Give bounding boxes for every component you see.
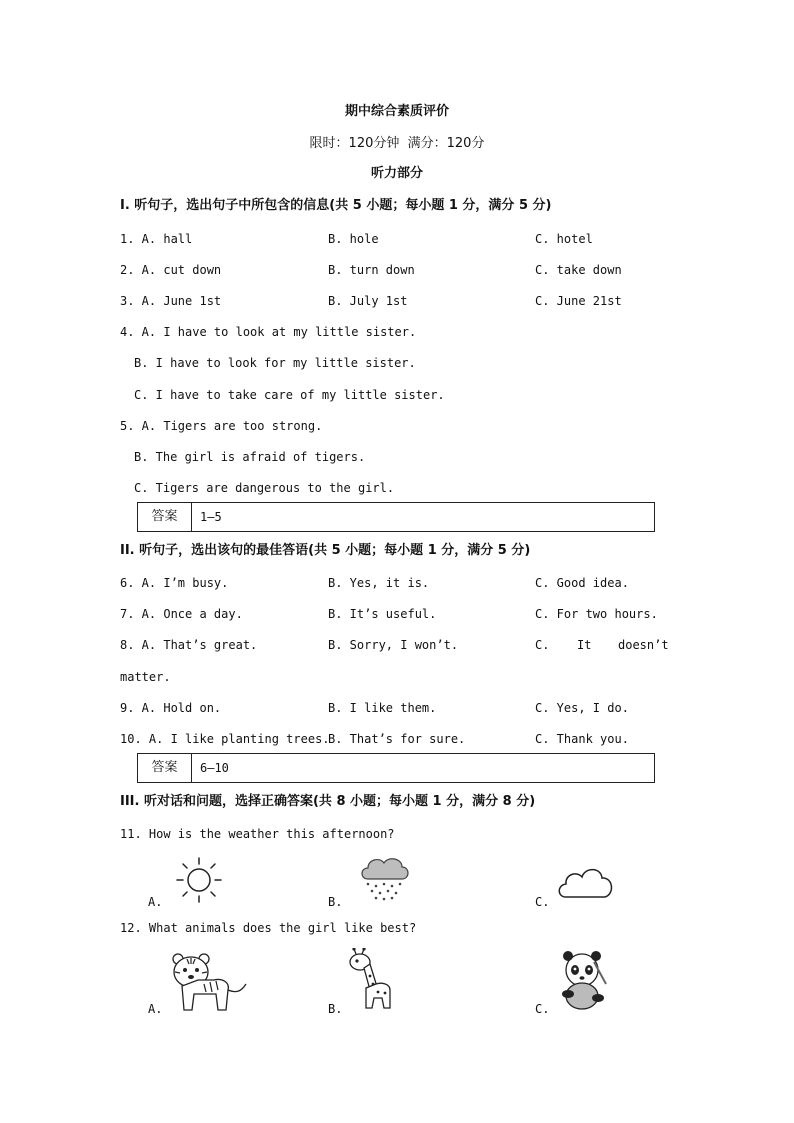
q2-option-a: 2. A. cut down	[120, 263, 222, 277]
q3-option-b: B. July 1st	[328, 294, 408, 308]
q7-option-a: 7. A. Once a day.	[120, 607, 243, 621]
rain-cloud-icon	[358, 853, 412, 901]
q8-option-c-word2: doesn’t	[618, 638, 669, 652]
q11-label-c: C.	[535, 895, 550, 909]
answer-range: 1—5	[200, 510, 222, 524]
q8-option-b: B. Sorry, I won’t.	[328, 638, 459, 652]
q9-option-a: 9. A. Hold on.	[120, 701, 222, 715]
q6-option-a: 6. A. I’m busy.	[120, 576, 229, 590]
q6-option-c: C. Good idea.	[535, 576, 629, 590]
answer-box-1-5	[137, 502, 655, 532]
q10-option-c: C. Thank you.	[535, 732, 629, 746]
q6-option-b: B. Yes, it is.	[328, 576, 430, 590]
q8-option-c-word3: matter.	[120, 670, 171, 684]
q8-option-c-word1: It	[577, 638, 592, 652]
q12-question: 12. What animals does the girl like best?	[120, 921, 417, 935]
tiger-icon	[168, 950, 250, 1014]
q11-label-a: A.	[148, 895, 163, 909]
q11-label-b: B.	[328, 895, 343, 909]
q5-option-b: B. The girl is afraid of tigers.	[134, 450, 366, 464]
q11-question: 11. How is the weather this afternoon?	[120, 827, 395, 841]
q5-option-c: C. Tigers are dangerous to the girl.	[134, 481, 395, 495]
section-title: 听力部分	[370, 166, 423, 181]
giraffe-icon	[344, 948, 396, 1012]
q12-label-a: A.	[148, 1002, 163, 1016]
q8-option-c-letter: C.	[535, 638, 550, 652]
q4-option-a: 4. A. I have to look at my little sister.	[120, 325, 417, 339]
q9-option-c: C. Yes, I do.	[535, 701, 629, 715]
q2-option-c: C. take down	[535, 263, 622, 277]
part1-heading: I. 听句子，选出句子中所包含的信息(共 5 小题；每小题 1 分，满分 5 分)	[120, 198, 552, 213]
q10-option-a: 10. A. I like planting trees.	[120, 732, 330, 746]
q1-option-a: 1. A. hall	[120, 232, 193, 246]
q4-option-c: C. I have to take care of my little sister.	[134, 388, 445, 402]
answer-label: 答案	[138, 754, 192, 782]
q7-option-c: C. For two hours.	[535, 607, 658, 621]
time-and-score-limits: 限时：120分钟 满分：120分	[309, 136, 485, 151]
q12-label-b: B.	[328, 1002, 343, 1016]
q1-option-b: B. hole	[328, 232, 379, 246]
q4-option-b: B. I have to look for my little sister.	[134, 356, 416, 370]
sun-icon	[174, 855, 224, 905]
q7-option-b: B. It’s useful.	[328, 607, 437, 621]
part2-heading: II. 听句子，选出该句的最佳答语(共 5 小题；每小题 1 分，满分 5 分)	[120, 543, 531, 558]
panda-icon	[554, 948, 612, 1012]
page-title: 期中综合素质评价	[344, 104, 449, 119]
cloud-icon	[556, 864, 616, 902]
q3-option-a: 3. A. June 1st	[120, 294, 222, 308]
answer-box-6-10	[137, 753, 655, 783]
q12-label-c: C.	[535, 1002, 550, 1016]
answer-range: 6—10	[200, 761, 229, 775]
answer-label: 答案	[138, 503, 192, 531]
part3-heading: III. 听对话和问题，选择正确答案(共 8 小题；每小题 1 分，满分 8 分)	[120, 794, 536, 809]
q1-option-c: C. hotel	[535, 232, 593, 246]
q8-option-a: 8. A. That’s great.	[120, 638, 258, 652]
q10-option-b: B. That’s for sure.	[328, 732, 466, 746]
q5-option-a: 5. A. Tigers are too strong.	[120, 419, 323, 433]
q2-option-b: B. turn down	[328, 263, 415, 277]
q9-option-b: B. I like them.	[328, 701, 437, 715]
q3-option-c: C. June 21st	[535, 294, 622, 308]
